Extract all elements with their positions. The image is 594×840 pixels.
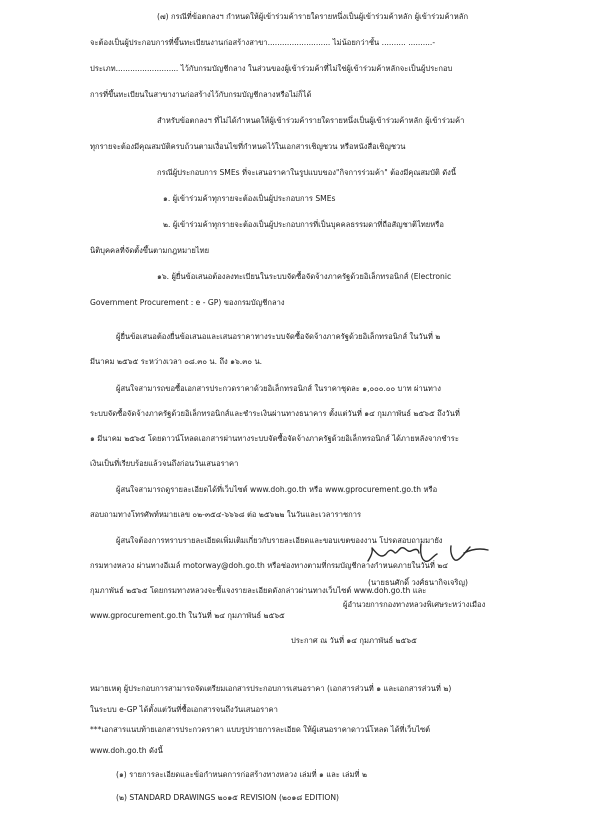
- joint-venture-line: ทุกรายจะต้องมีคุณสมบัติครบถ้วนตามเงื่อนไขที่กำหนดไว้ในเอกสารเชิญชวน หรือหนังสือเชิญชวน: [90, 142, 406, 151]
- attachment-item-1: (๑) รายการละเอียดและข้อกำหนดการก่อสร้างทางหลวง เล่มที่ ๑ และ เล่มที่ ๒: [116, 770, 367, 779]
- clause-7-line: (๗) กรณีที่ข้อตกลงฯ กำหนดให้ผู้เข้าร่วมค้ารายใดรายหนึ่งเป็นผู้เข้าร่วมค้าหลัก ผู้เข้าร่วมค้าหลัก: [157, 12, 469, 21]
- inquiry-line: กรมทางหลวง ผ่านทางอีเมล์ motorway@doh.go.th หรือช่องทางตามที่กรมบัญชีกลางกำหนดภายในวันที่ ๒๔: [90, 561, 449, 570]
- note-line: หมายเหตุ ผู้ประกอบการสามารถจัดเตรียมเอกสารประกอบการเสนอราคา (เอกสารส่วนที่ ๑ และเอกสารส่วนที่ ๒): [90, 684, 452, 693]
- sme-item-2-cont: นิติบุคคลที่จัดตั้งขึ้นตามกฎหมายไทย: [90, 246, 210, 255]
- purchase-line: ระบบจัดซื้อจัดจ้างภาครัฐด้วยอิเล็กทรอนิกส์และชำระเงินผ่านทางธนาคาร ตั้งแต่วันที่ ๑๔ กุมภาพันธ์ ๒๕๖๕ ถึงวันที่: [90, 409, 460, 418]
- clause-7-line: จะต้องเป็นผู้ประกอบการที่ขึ้นทะเบียนงานก่อสร้างสาขา.......................... ไม่น้อยกว่าชั้น .......... ..........-: [90, 38, 436, 47]
- website-line: ผู้สนใจสามารถดูรายละเอียดได้ที่เว็บไซต์ www.doh.go.th หรือ www.gprocurement.go.th หรือ: [116, 485, 438, 494]
- inquiry-line: กุมภาพันธ์ ๒๕๖๕ โดยกรมทางหลวงจะชี้แจงรายละเอียดดังกล่าวผ่านทางเว็บไซต์ www.doh.go.th และ: [90, 586, 427, 595]
- sme-item-1: ๑. ผู้เข้าร่วมค้าทุกรายจะต้องเป็นผู้ประกอบการ SMEs: [163, 194, 336, 203]
- note-line: ***เอกสารแนบท้ายเอกสารประกวดราคา แบบรูปรายการละเอียด ให้ผู้เสนอราคาดาวน์โหลด ได้ที่เว็บไซต์: [90, 725, 431, 734]
- purchase-line: ๑ มีนาคม ๒๕๖๕ โดยดาวน์โหลดเอกสารผ่านทางระบบจัดซื้อจัดจ้างภาครัฐด้วยอิเล็กทรอนิกส์ ได้ภายหลังจากชำระ: [90, 434, 459, 443]
- clause-16-line: Government Procurement : e - GP) ของกรมบัญชีกลาง: [90, 298, 285, 307]
- purchase-line: เงินเป็นที่เรียบร้อยแล้วจนถึงก่อนวันเสนอราคา: [90, 459, 239, 468]
- note-line: ในระบบ e-GP ได้ตั้งแต่วันที่ซื้อเอกสารจนถึงวันเสนอราคา: [90, 705, 278, 714]
- sme-item-2: ๒. ผู้เข้าร่วมค้าทุกรายจะต้องเป็นผู้ประกอบการที่เป็นบุคคลธรรมดาที่ถือสัญชาติไทยหรือ: [163, 220, 444, 229]
- note-line: www.doh.go.th ดังนี้: [90, 746, 163, 755]
- signer-title: ผู้อำนวยการกองทางหลวงพิเศษระหว่างเมือง: [343, 600, 486, 609]
- clause-16-line: ๑๖. ผู้ยื่นข้อเสนอต้องลงทะเบียนในระบบจัดซื้อจัดจ้างภาครัฐด้วยอิเล็กทรอนิกส์ (Electronic: [157, 272, 452, 281]
- inquiry-line: ผู้สนใจต้องการทราบรายละเอียดเพิ่มเติมเกี่ยวกับรายละเอียดและขอบเขตของงาน โปรดสอบถามมายัง: [116, 536, 443, 545]
- clause-7-line: ประเภท.......................... ไว้กับกรมบัญชีกลาง ในส่วนของผู้เข้าร่วมค้าที่ไม่ใช่ผู้เข้าร่วมค้าหลักจะเป็นผู้ประกอบ: [90, 64, 453, 73]
- sme-line: กรณีผู้ประกอบการ SMEs ที่จะเสนอราคาในรูปแบบของ"กิจการร่วมค้า" ต้องมีคุณสมบัติ ดังนี้: [157, 168, 457, 177]
- inquiry-line: www.gprocurement.go.th ในวันที่ ๒๔ กุมภาพันธ์ ๒๕๖๕: [90, 611, 285, 620]
- announce-date: ประกาศ ณ วันที่ ๑๔ กุมภาพันธ์ ๒๕๖๕: [291, 636, 417, 645]
- attachment-item-2: (๒) STANDARD DRAWINGS ๒๐๑๕ REVISION (๒๐๑๘ EDITION): [116, 793, 340, 802]
- purchase-line: ผู้สนใจสามารถขอซื้อเอกสารประกวดราคาด้วยอิเล็กทรอนิกส์ ในราคาชุดละ ๑,๐๐๐.๐๐ บาท ผ่านทาง: [116, 384, 441, 393]
- website-line: สอบถามทางโทรศัพท์หมายเลข ๐๒-๓๕๔-๖๖๖๘ ต่อ ๒๕๖๒๒ ในวันและเวลาราชการ: [90, 510, 362, 519]
- signer-name: (นายธนศักดิ์ วงศ์ธนากิจเจริญ): [368, 578, 468, 587]
- submission-line: มีนาคม ๒๕๖๕ ระหว่างเวลา ๐๘.๓๐ น. ถึง ๑๖.๓๐ น.: [90, 357, 263, 366]
- clause-7-line: การที่ขึ้นทะเบียนในสาขางานก่อสร้างไว้กับกรมบัญชีกลางหรือไม่ก็ได้: [90, 90, 312, 99]
- submission-line: ผู้ยื่นข้อเสนอต้องยื่นข้อเสนอและเสนอราคาทางระบบจัดซื้อจัดจ้างภาครัฐด้วยอิเล็กทรอนิกส์ ในวันที่ ๒: [116, 332, 441, 341]
- joint-venture-line: สำหรับข้อตกลงฯ ที่ไม่ได้กำหนดให้ผู้เข้าร่วมค้ารายใดรายหนึ่งเป็นผู้เข้าร่วมค้าหลัก ผู้เข้าร่วมค้า: [157, 116, 465, 125]
- signature-image: [360, 539, 500, 569]
